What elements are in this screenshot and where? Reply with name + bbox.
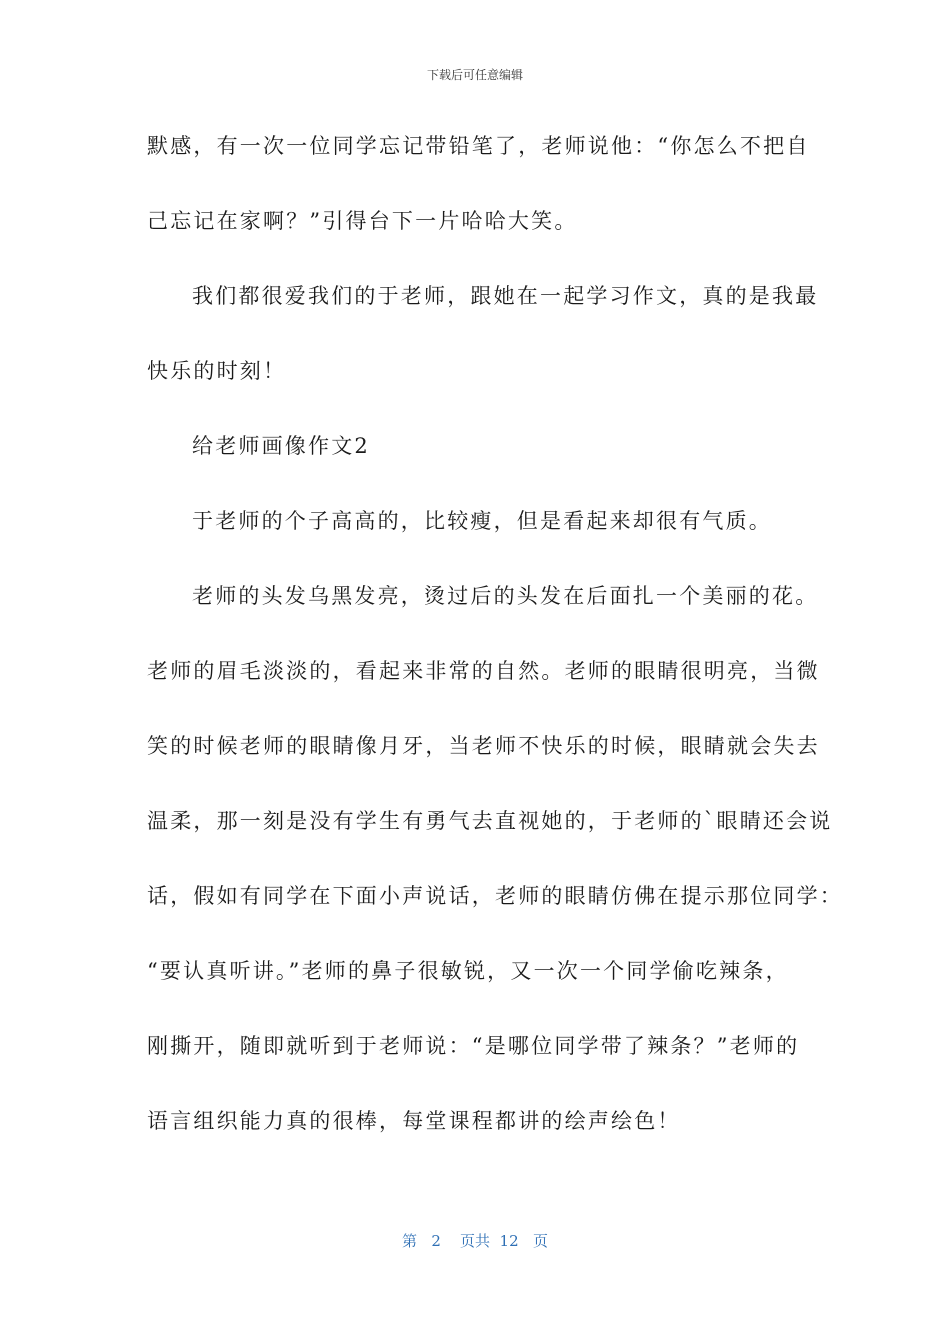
document-body [147,126,843,1176]
page-number-footer [0,1230,950,1251]
text-line: 己忘记在家啊？”引得台下一片哈哈大笑。 [147,209,578,233]
text-line: 我们都很爱我们的于老师，跟她在一起学习作文，真的是我最 [192,284,819,308]
page-mid: 页共 [459,1232,490,1250]
text-line: 快乐的时刻！ [147,359,287,383]
text-line: 笑的时候老师的眼睛像月牙，当老师不快乐的时候，眼睛就会失去 [147,734,820,758]
text-line: 老师的头发乌黑发亮，烫过后的头发在后面扎一个美丽的花。 [192,584,819,608]
text-line: 温柔，那一刻是没有学生有勇气去直视她的，于老师的`眼睛还会说 [147,809,833,833]
text-line: “要认真听讲。”老师的鼻子很敏锐，又一次一个同学偷吃辣条， [147,959,789,983]
page-current: 2 [431,1232,441,1250]
page-header-note: 下载后可任意编辑 [426,68,523,82]
section-heading: 给老师画像作文2 [192,434,370,458]
text-line: 语言组织能力真的很棒，每堂课程都讲的绘声绘色！ [147,1109,681,1133]
page-suffix: 页 [532,1232,548,1250]
text-line: 默感，有一次一位同学忘记带铅笔了，老师说他：“你怎么不把自 [147,134,810,158]
text-line: 于老师的个子高高的，比较瘦，但是看起来却很有气质。 [192,509,772,533]
page-total: 12 [499,1232,519,1250]
text-line: 老师的眉毛淡淡的，看起来非常的自然。老师的眼睛很明亮，当微 [147,659,820,683]
text-line: 话，假如有同学在下面小声说话，老师的眼睛仿佛在提示那位同学： [147,884,843,908]
text-line: 刚撕开，随即就听到于老师说：“是哪位同学带了辣条？”老师的 [147,1034,800,1058]
page-prefix: 第 [402,1232,418,1250]
